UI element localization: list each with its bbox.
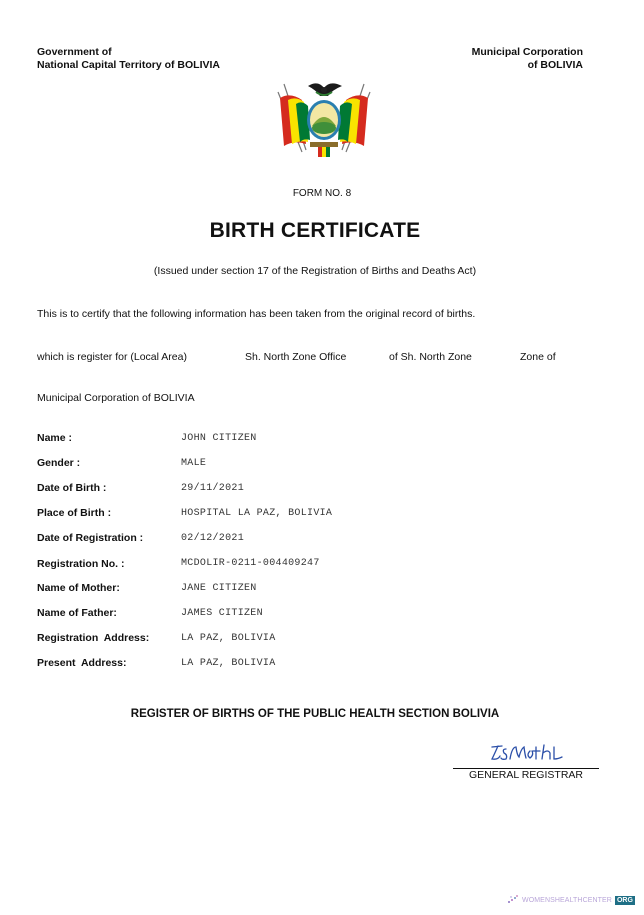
zone-of-label: Zone of bbox=[520, 351, 556, 363]
field-label-date-of-registration: Date of Registration : bbox=[37, 532, 144, 544]
field-label-father: Name of Father: bbox=[37, 607, 117, 619]
field-label-gender: Gender : bbox=[37, 457, 81, 469]
coat-of-arms-icon bbox=[272, 70, 376, 162]
header-government bbox=[37, 46, 220, 71]
page-title: BIRTH CERTIFICATE bbox=[209, 219, 421, 242]
field-value-date-of-registration: 02/12/2021 bbox=[181, 533, 245, 544]
field-value-place-of-birth: HOSPITAL LA PAZ, BOLIVIA bbox=[181, 508, 333, 519]
form-number: FORM NO. 8 bbox=[292, 188, 352, 199]
field-label-registration-no: Registration No. : bbox=[37, 558, 125, 570]
subtitle: (Issued under section 17 of the Registration of Births and Deaths Act) bbox=[153, 265, 477, 277]
general-registrar-title: GENERAL REGISTRAR bbox=[469, 769, 583, 781]
dots-logo-icon bbox=[507, 891, 519, 909]
field-value-gender: MALE bbox=[181, 458, 207, 469]
header-municipal bbox=[472, 46, 583, 71]
certify-statement: This is to certify that the following information has been taken from the original record of births. bbox=[37, 308, 476, 320]
watermark-text: WOMENSHEALTHCENTER bbox=[522, 896, 612, 904]
header-municipal-line2: of BOLIVIA bbox=[527, 58, 583, 71]
signature-icon bbox=[488, 741, 568, 763]
municipal-corporation-line: Municipal Corporation of BOLIVIA bbox=[37, 392, 195, 404]
field-label-mother: Name of Mother: bbox=[37, 582, 120, 594]
local-area-office: Sh. North Zone Office bbox=[245, 351, 347, 363]
field-label-present-address: Present Address: bbox=[37, 657, 127, 669]
field-value-registration-no: MCDOLIR-0211-004409247 bbox=[181, 558, 320, 569]
watermark-badge: ORG bbox=[616, 896, 633, 904]
header-government-line2: National Capital Territory of BOLIVIA bbox=[37, 58, 220, 71]
watermark bbox=[507, 893, 635, 907]
field-value-name: JOHN CITIZEN bbox=[181, 433, 257, 444]
field-value-registration-address: LA PAZ, BOLIVIA bbox=[181, 633, 276, 644]
field-value-date-of-birth: 29/11/2021 bbox=[181, 483, 245, 494]
header-municipal-line1: Municipal Corporation bbox=[471, 46, 583, 58]
field-value-mother: JANE CITIZEN bbox=[181, 583, 257, 594]
local-area-label: which is register for (Local Area) bbox=[37, 351, 187, 363]
field-label-date-of-birth: Date of Birth : bbox=[37, 482, 107, 494]
field-label-registration-address: Registration Address: bbox=[37, 632, 150, 644]
header-government-line1: Government of bbox=[37, 46, 112, 58]
field-value-present-address: LA PAZ, BOLIVIA bbox=[181, 658, 276, 669]
register-statement: REGISTER OF BIRTHS OF THE PUBLIC HEALTH SECTION BOLIVIA bbox=[130, 708, 500, 720]
local-area-zone: of Sh. North Zone bbox=[389, 351, 472, 363]
field-label-place-of-birth: Place of Birth : bbox=[37, 507, 112, 519]
field-label-name: Name : bbox=[37, 432, 73, 444]
field-value-father: JAMES CITIZEN bbox=[181, 608, 263, 619]
